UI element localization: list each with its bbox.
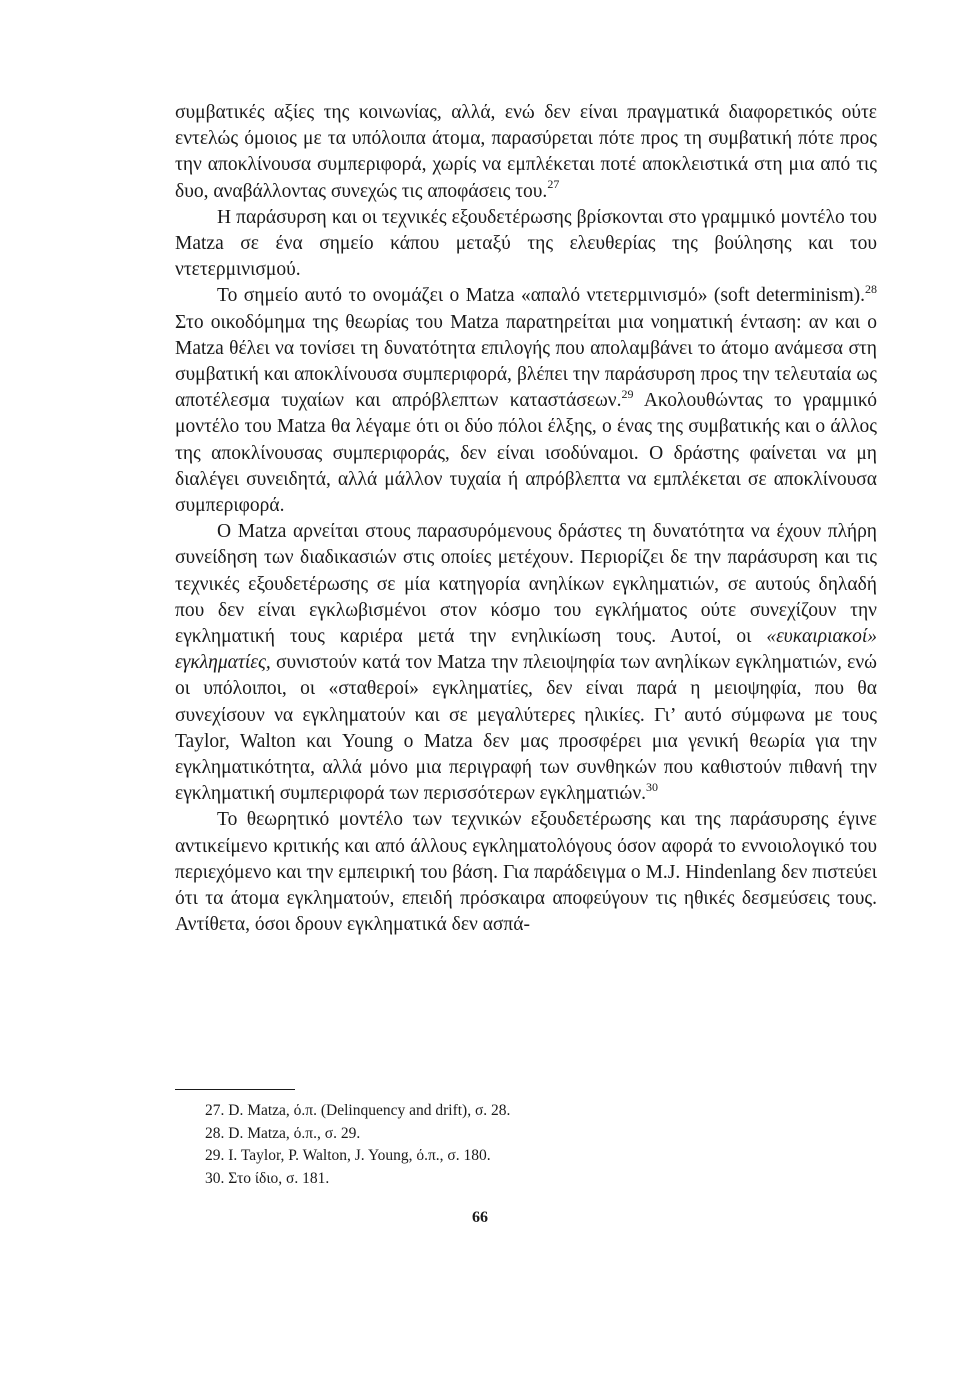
paragraph-1: συμβατικές αξίες της κοινωνίας, αλλά, ενώ δεν είναι πραγματικά διαφορετικός ούτε εντελώς όμοιος με τα υπόλοιπα άτομα, παρασύρεται πότε προς τη συμβατική πότε προς την αποκλίνουσα συμπεριφορά, χωρίς να εμπλέκεται ποτέ αποκλειστικά στη μια από τις δυο, αναβάλλοντας συνεχώς τις αποφάσεις του.$^{27}$ (175, 102, 877, 202)
footnote-ref: 30 (646, 779, 659, 794)
footnotes (205, 1100, 845, 1190)
paragraph-2: Η παράσυρση και οι τεχνικές εξουδετέρωσης βρίσκονται στο γραμμικό μοντέλο του Matza σε ένα σημείο κάπου μεταξύ της ελευθερίας της βούλησης και του ντετερμινισμού. (175, 206, 877, 281)
footnote-28: 28. D. Matza, ό.π., σ. 29. (205, 1124, 361, 1142)
footnote-ref: 27 (547, 177, 560, 192)
paragraph-5: Το θεωρητικό μοντέλο των τεχνικών εξουδετέρωσης και της παράσυρσης έγινε αντικείμενο κριτικής και από άλλους εγκληματολόγους όσον αφορά το εννοιολογικό του περιεχόμενο και την εμπειρική του βάση. Για παράδειγμα ο M.J. Hindenlang δεν πιστεύει ότι τα άτομα εγκληματούν, επειδή πρόσκαιρα αποφεύγουν τις ηθικές δεσμεύσεις τους. Αντίθετα, όσοι δρουν εγκληματικά δεν ασπά- (175, 809, 877, 936)
body-text (175, 100, 877, 939)
footnote-27: 27. D. Matza, ό.π. (Delinquency and drift), σ. 28. (205, 1102, 511, 1119)
paragraph-4: Ο Matza αρνείται στους παρασυρόμενους δράστες τη δυνατότητα να έχουν πλήρη συνείδηση των διαδικασιών στις οποίες μετέχουν. Περιορίζει δε την παράσυρση και τις τεχνικές εξουδετέρωσης σε μία κατηγορία ανηλίκων εγκληματιών, σε αυτούς δηλαδή που δεν είναι εγκλωβισμένοι στον κόσμο του εγκλήματος ούτε συνεχίζουν την εγκληματική τους καριέρα μετά την ενηλικίωση τους. Αυτοί, οι «ευκαιριακοί» εγκληματίες, συνιστούν κατά τον Matza την πλειοψηφία των ανηλίκων εγκληματιών, ενώ οι υπόλοιποι, οι «σταθεροί» εγκληματίες, δεν είναι παρά η μειοψηφία, που θα συνεχίσουν να εγκληματούν και σε μεγαλύτερες ηλικίες. Γι’ αυτό σύμφωνα με τους Taylor, Walton και Young ο Matza δεν μας προσφέρει μια γενική θεωρία για την εγκληματικότητα, αλλά μόνο μια περιγραφή των συνθηκών που καθιστούν πιθανή την εγκληματική συμπεριφορά των περισσότερων εγκληματιών.$^{30}$ (175, 521, 877, 805)
footnote-29: 29. I. Taylor, P. Walton, J. Young, ό.π., σ. 180. (205, 1147, 491, 1164)
emphasis-text: «ευκαιριακοί» εγκληματίες, (175, 626, 877, 674)
footnote-divider (175, 1089, 295, 1090)
footnote-ref: 28 (865, 281, 877, 296)
footnote-30: 30. Στο ίδιο, σ. 181. (205, 1169, 330, 1187)
page-number: 66 (472, 1209, 488, 1226)
footnote-ref: 29 (621, 386, 634, 401)
paragraph-3: Το σημείο αυτό το ονομάζει ο Matza «απαλό ντετερμινισμό» (soft determinism).$^{28}$ Στο οικοδόμημα της θεωρίας του Matza παρατηρείται μια νοηματική ένταση: αν και ο Matza θέλει να τονίσει τη δυνατότητα επιλογής που απολαμβάνει το άτομο ανάμεσα στη συμβατική και αποκλίνουσα συμπεριφορά, βλέπει την παράσυρση προς την τελευταία ως αποτέλεσμα τυχαίων και απρόβλεπτων καταστάσεων.$^{29}$ Ακολουθώντας το γραμμικό μοντέλο του Matza θα λέγαμε ότι οι δύο πόλοι έλξης, ο ένας της συμβατικής και ο άλλος της αποκλίνουσας συμπεριφοράς, δεν είναι ισοδύναμοι. Ο δράστης φαίνεται να μη διαλέγει συνειδητά, αλλά μάλλον τυχαία ή απρόβλεπτα να εμπλέκεται σε αποκλίνουσα συμπεριφορά. (175, 281, 877, 517)
